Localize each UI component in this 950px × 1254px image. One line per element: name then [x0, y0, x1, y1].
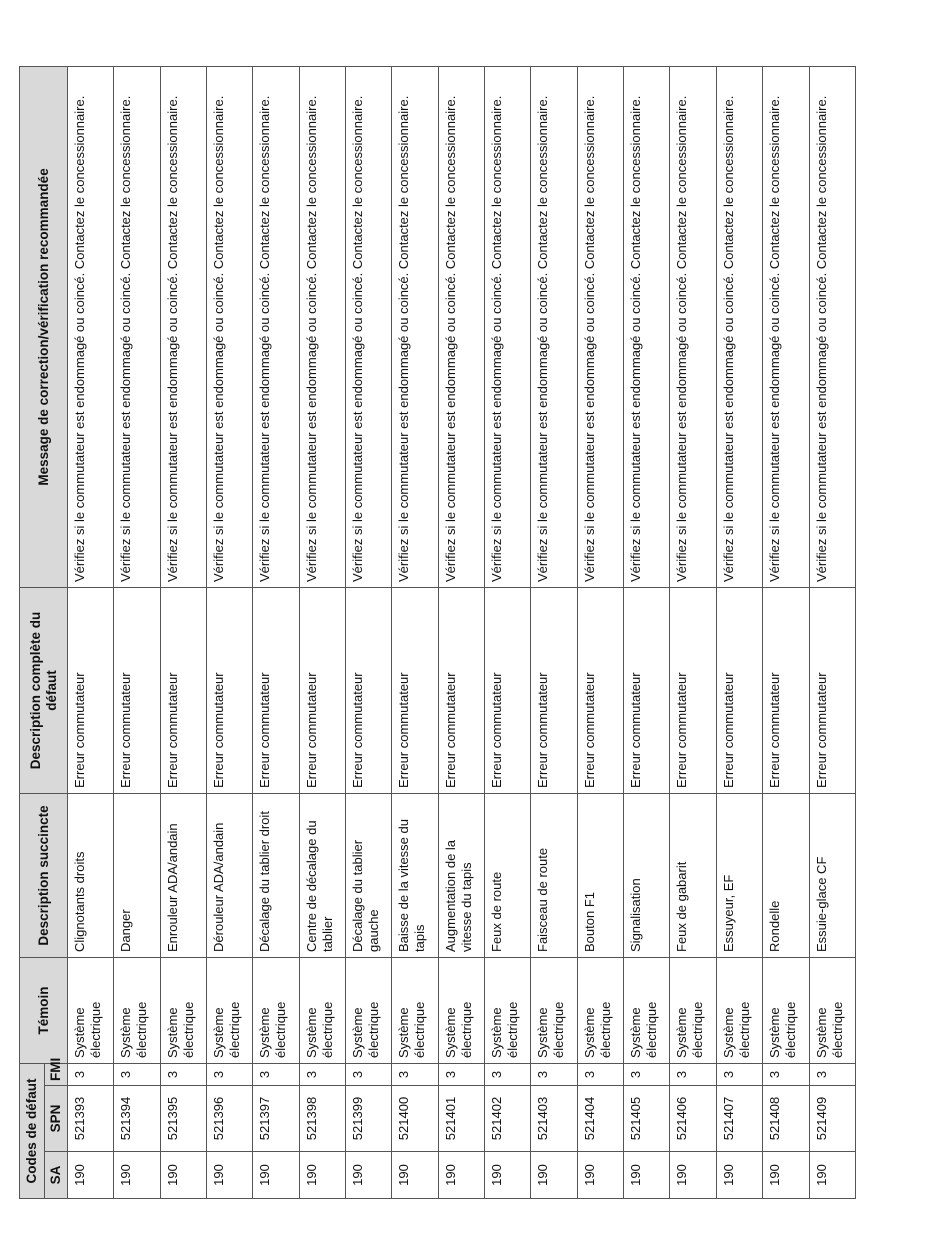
cell-spn: 521409	[809, 1086, 856, 1152]
cell-message: Vérifiez si le commutateur est endommagé ou coincé. Contactez le concessionnaire.	[438, 66, 484, 587]
cell-message: Vérifiez si le commutateur est endommagé ou coincé. Contactez le concessionnaire.	[207, 66, 253, 587]
cell-message: Vérifiez si le commutateur est endommagé ou coincé. Contactez le concessionnaire.	[392, 66, 438, 587]
cell-temoin: Système électrique	[392, 957, 438, 1063]
cell-message: Vérifiez si le commutateur est endommagé ou coincé. Contactez le concessionnaire.	[485, 66, 531, 587]
cell-sa: 190	[299, 1152, 345, 1199]
cell-description-succincte: Feux de route	[485, 793, 531, 957]
cell-spn: 521406	[670, 1086, 716, 1152]
cell-temoin: Système électrique	[114, 957, 160, 1063]
header-description-complete: Description complète du défaut	[20, 587, 68, 793]
cell-message: Vérifiez si le commutateur est endommagé ou coincé. Contactez le concessionnaire.	[253, 66, 299, 587]
table-row	[624, 66, 670, 1198]
cell-fmi: 3	[207, 1063, 253, 1085]
cell-description-succincte: Dérouleur ADA/andain	[207, 793, 253, 957]
header-spn: SPN	[45, 1086, 68, 1152]
cell-sa: 190	[531, 1152, 577, 1199]
table-row	[716, 66, 762, 1198]
cell-description-succincte: Décalage du tablier droit	[253, 793, 299, 957]
table-row	[160, 66, 206, 1198]
table-body	[68, 66, 856, 1198]
cell-description-complete: Erreur commutateur	[160, 587, 206, 793]
cell-temoin: Système électrique	[346, 957, 392, 1063]
cell-message: Vérifiez si le commutateur est endommagé ou coincé. Contactez le concessionnaire.	[670, 66, 716, 587]
cell-spn: 521397	[253, 1086, 299, 1152]
table-row	[299, 66, 345, 1198]
cell-sa: 190	[485, 1152, 531, 1199]
cell-description-complete: Erreur commutateur	[253, 587, 299, 793]
table-row	[577, 66, 623, 1198]
cell-fmi: 3	[68, 1063, 114, 1085]
cell-fmi: 3	[716, 1063, 762, 1085]
cell-fmi: 3	[392, 1063, 438, 1085]
cell-fmi: 3	[531, 1063, 577, 1085]
cell-sa: 190	[207, 1152, 253, 1199]
table-row	[485, 66, 531, 1198]
cell-fmi: 3	[346, 1063, 392, 1085]
cell-spn: 521399	[346, 1086, 392, 1152]
cell-temoin: Système électrique	[299, 957, 345, 1063]
cell-sa: 190	[624, 1152, 670, 1199]
cell-spn: 521402	[485, 1086, 531, 1152]
cell-fmi: 3	[624, 1063, 670, 1085]
table-row	[392, 66, 438, 1198]
cell-message: Vérifiez si le commutateur est endommagé ou coincé. Contactez le concessionnaire.	[624, 66, 670, 587]
cell-description-succincte: Essuie-glace CF	[809, 793, 856, 957]
table-row	[207, 66, 253, 1198]
cell-temoin: Système électrique	[624, 957, 670, 1063]
header-description-succincte: Description succincte	[20, 793, 68, 957]
cell-description-succincte: Rondelle	[763, 793, 809, 957]
cell-temoin: Système électrique	[438, 957, 484, 1063]
cell-temoin: Système électrique	[763, 957, 809, 1063]
cell-temoin: Système électrique	[160, 957, 206, 1063]
cell-fmi: 3	[577, 1063, 623, 1085]
cell-fmi: 3	[438, 1063, 484, 1085]
cell-description-complete: Erreur commutateur	[68, 587, 114, 793]
cell-description-complete: Erreur commutateur	[670, 587, 716, 793]
cell-temoin: Système électrique	[207, 957, 253, 1063]
cell-description-succincte: Bouton F1	[577, 793, 623, 957]
cell-description-complete: Erreur commutateur	[392, 587, 438, 793]
cell-sa: 190	[577, 1152, 623, 1199]
cell-description-complete: Erreur commutateur	[207, 587, 253, 793]
header-temoin: Témoin	[20, 957, 68, 1063]
cell-description-succincte: Faisceau de route	[531, 793, 577, 957]
cell-description-complete: Erreur commutateur	[763, 587, 809, 793]
cell-temoin: Système électrique	[531, 957, 577, 1063]
cell-description-complete: Erreur commutateur	[438, 587, 484, 793]
cell-temoin: Système électrique	[670, 957, 716, 1063]
cell-sa: 190	[716, 1152, 762, 1199]
cell-description-complete: Erreur commutateur	[114, 587, 160, 793]
cell-message: Vérifiez si le commutateur est endommagé ou coincé. Contactez le concessionnaire.	[531, 66, 577, 587]
table-row	[531, 66, 577, 1198]
cell-sa: 190	[438, 1152, 484, 1199]
cell-message: Vérifiez si le commutateur est endommagé ou coincé. Contactez le concessionnaire.	[346, 66, 392, 587]
cell-temoin: Système électrique	[577, 957, 623, 1063]
cell-description-succincte: Danger	[114, 793, 160, 957]
cell-description-complete: Erreur commutateur	[346, 587, 392, 793]
cell-message: Vérifiez si le commutateur est endommagé ou coincé. Contactez le concessionnaire.	[114, 66, 160, 587]
cell-temoin: Système électrique	[68, 957, 114, 1063]
table-row	[68, 66, 114, 1198]
cell-spn: 521398	[299, 1086, 345, 1152]
cell-temoin: Système électrique	[253, 957, 299, 1063]
cell-spn: 521401	[438, 1086, 484, 1152]
cell-description-succincte: Enrouleur ADA/andain	[160, 793, 206, 957]
cell-spn: 521396	[207, 1086, 253, 1152]
cell-description-succincte: Feux de gabarit	[670, 793, 716, 957]
table-row	[670, 66, 716, 1198]
cell-message: Vérifiez si le commutateur est endommagé ou coincé. Contactez le concessionnaire.	[299, 66, 345, 587]
cell-fmi: 3	[114, 1063, 160, 1085]
cell-sa: 190	[253, 1152, 299, 1199]
cell-sa: 190	[392, 1152, 438, 1199]
cell-description-succincte: Essuyeur, EF	[716, 793, 762, 957]
cell-spn: 521408	[763, 1086, 809, 1152]
cell-temoin: Système électrique	[485, 957, 531, 1063]
cell-message: Vérifiez si le commutateur est endommagé ou coincé. Contactez le concessionnaire.	[577, 66, 623, 587]
cell-sa: 190	[68, 1152, 114, 1199]
cell-spn: 521404	[577, 1086, 623, 1152]
cell-sa: 190	[160, 1152, 206, 1199]
cell-message: Vérifiez si le commutateur est endommagé ou coincé. Contactez le concessionnaire.	[763, 66, 809, 587]
table-row	[809, 66, 856, 1198]
cell-description-succincte: Centre de décalage du tablier	[299, 793, 345, 957]
cell-spn: 521403	[531, 1086, 577, 1152]
cell-fmi: 3	[160, 1063, 206, 1085]
header-codes-de-defaut: Codes de défaut	[20, 1063, 45, 1198]
cell-fmi: 3	[809, 1063, 856, 1085]
cell-description-succincte: Décalage du tablier gauche	[346, 793, 392, 957]
cell-temoin: Système électrique	[809, 957, 856, 1063]
cell-sa: 190	[809, 1152, 856, 1199]
cell-message: Vérifiez si le commutateur est endommagé ou coincé. Contactez le concessionnaire.	[160, 66, 206, 587]
cell-message: Vérifiez si le commutateur est endommagé ou coincé. Contactez le concessionnaire.	[68, 66, 114, 587]
cell-sa: 190	[114, 1152, 160, 1199]
cell-sa: 190	[763, 1152, 809, 1199]
cell-description-succincte: Clignotants droits	[68, 793, 114, 957]
cell-description-succincte: Baisse de la vitesse du tapis	[392, 793, 438, 957]
table-row	[763, 66, 809, 1198]
rotated-page	[19, 67, 856, 1199]
cell-spn: 521395	[160, 1086, 206, 1152]
header-fmi: FMI	[45, 1063, 68, 1085]
cell-fmi: 3	[763, 1063, 809, 1085]
table-header	[20, 66, 68, 1198]
cell-fmi: 3	[670, 1063, 716, 1085]
cell-fmi: 3	[485, 1063, 531, 1085]
cell-description-succincte: Augmentation de la vitesse du tapis	[438, 793, 484, 957]
cell-temoin: Système électrique	[716, 957, 762, 1063]
table-row	[114, 66, 160, 1198]
cell-spn: 521407	[716, 1086, 762, 1152]
cell-description-complete: Erreur commutateur	[531, 587, 577, 793]
cell-description-complete: Erreur commutateur	[577, 587, 623, 793]
cell-description-complete: Erreur commutateur	[485, 587, 531, 793]
cell-message: Vérifiez si le commutateur est endommagé ou coincé. Contactez le concessionnaire.	[716, 66, 762, 587]
table-row	[253, 66, 299, 1198]
cell-description-complete: Erreur commutateur	[716, 587, 762, 793]
cell-spn: 521405	[624, 1086, 670, 1152]
cell-spn: 521400	[392, 1086, 438, 1152]
cell-sa: 190	[346, 1152, 392, 1199]
cell-spn: 521393	[68, 1086, 114, 1152]
cell-fmi: 3	[299, 1063, 345, 1085]
cell-fmi: 3	[253, 1063, 299, 1085]
cell-description-complete: Erreur commutateur	[299, 587, 345, 793]
cell-message: Vérifiez si le commutateur est endommagé ou coincé. Contactez le concessionnaire.	[809, 66, 856, 587]
cell-description-complete: Erreur commutateur	[809, 587, 856, 793]
table-row	[438, 66, 484, 1198]
header-message: Message de correction/vérification recommandée	[20, 66, 68, 587]
fault-codes-table	[19, 66, 856, 1199]
table-row	[346, 66, 392, 1198]
cell-description-succincte: Signalisation	[624, 793, 670, 957]
cell-spn: 521394	[114, 1086, 160, 1152]
cell-sa: 190	[670, 1152, 716, 1199]
cell-description-complete: Erreur commutateur	[624, 587, 670, 793]
header-sa: SA	[45, 1152, 68, 1199]
